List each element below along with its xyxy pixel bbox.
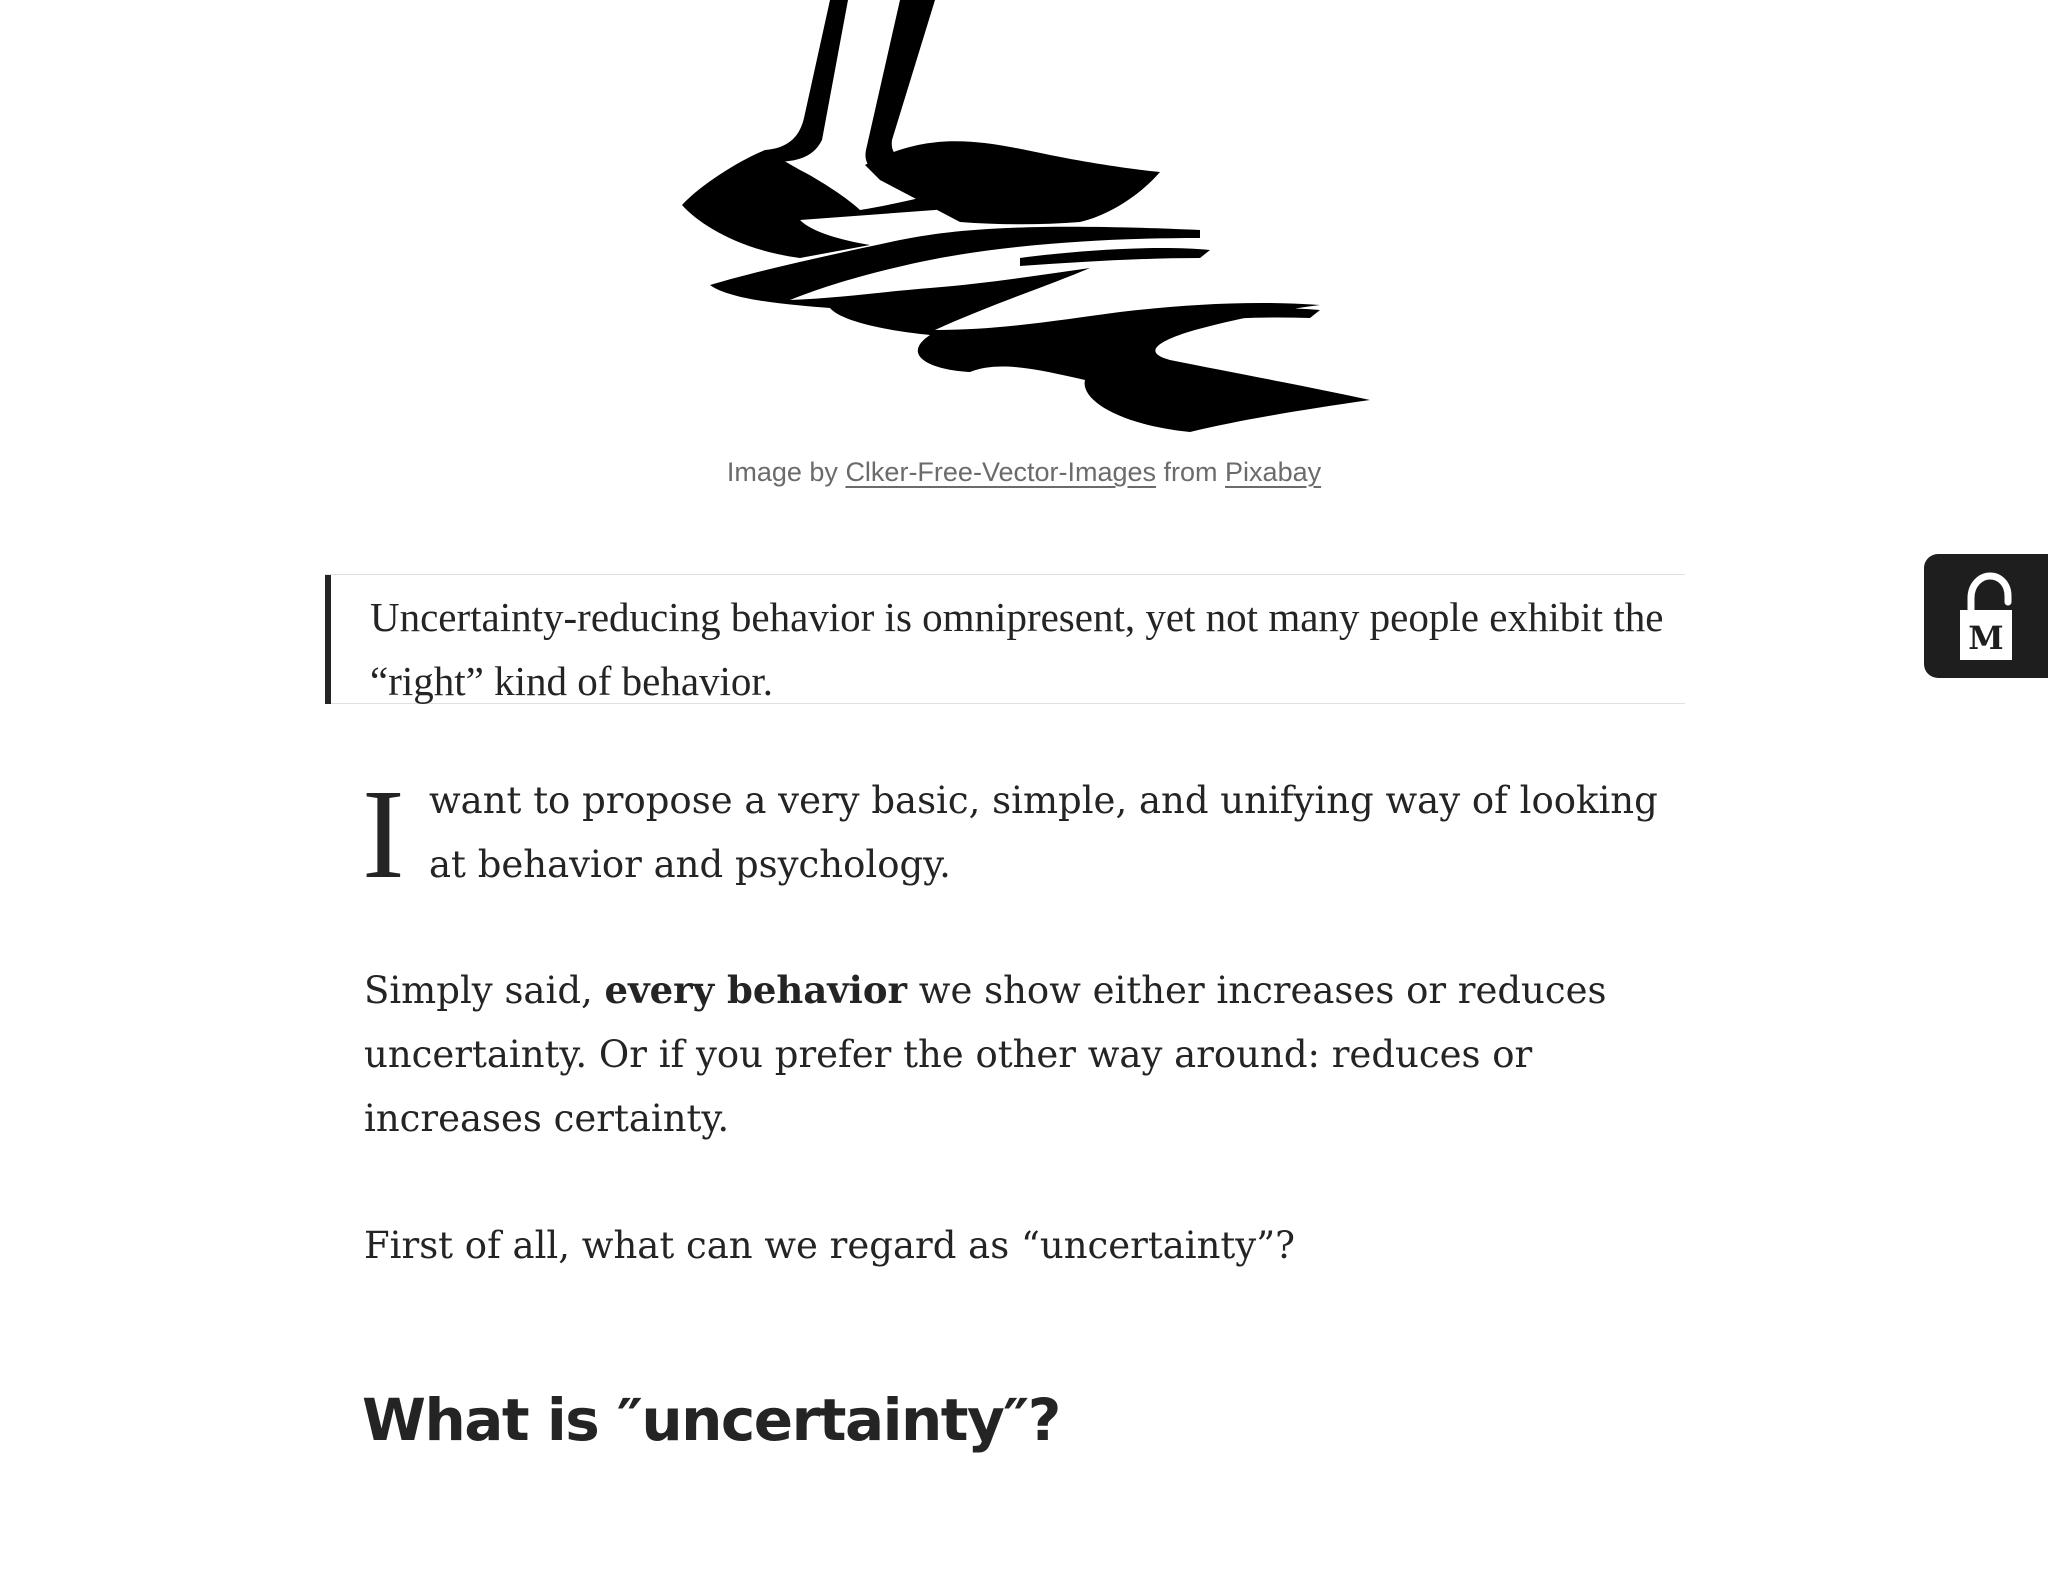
- paragraph-intro: want to propose a very basic, simple, and unifying way of looking at behavior and psychology.: [429, 779, 1658, 886]
- section-heading: What is ″uncertainty″?: [362, 1386, 1060, 1454]
- paragraph-bold-phrase: every behavior: [604, 968, 908, 1012]
- stick-figure-feet-illustration: [0, 0, 2048, 440]
- caption-middle: from: [1156, 457, 1226, 487]
- paragraph-simply-said-end: we show either increases or reduces uncertainty. Or if you prefer the other way around: reduces or increases certainty.: [364, 969, 1607, 1140]
- caption-prefix: Image by: [726, 457, 846, 487]
- caption-source-link[interactable]: Pixabay: [1225, 457, 1322, 487]
- article-hero-image: [0, 0, 2048, 440]
- pull-quote-bar: [325, 575, 331, 704]
- image-caption: [0, 452, 2048, 492]
- paragraph-first-of-all: First of all, what can we regard as “uncertainty”?: [364, 1224, 1295, 1267]
- drop-cap: I: [362, 763, 405, 905]
- badge-letter: M: [1968, 619, 2004, 657]
- pull-quote: [325, 574, 1685, 704]
- caption-author-link[interactable]: Clker-Free-Vector-Images: [845, 457, 1157, 487]
- paragraph-simply-said: [364, 958, 1684, 1151]
- member-only-badge[interactable]: [1924, 554, 2048, 678]
- pull-quote-text: Uncertainty-reducing behavior is omnipresent, yet not many people exhibit the “right” kind of behavior.: [370, 594, 1664, 704]
- paragraph-simply-said-start: Simply said,: [364, 969, 605, 1012]
- unlocked-padlock-icon: [1924, 554, 2048, 678]
